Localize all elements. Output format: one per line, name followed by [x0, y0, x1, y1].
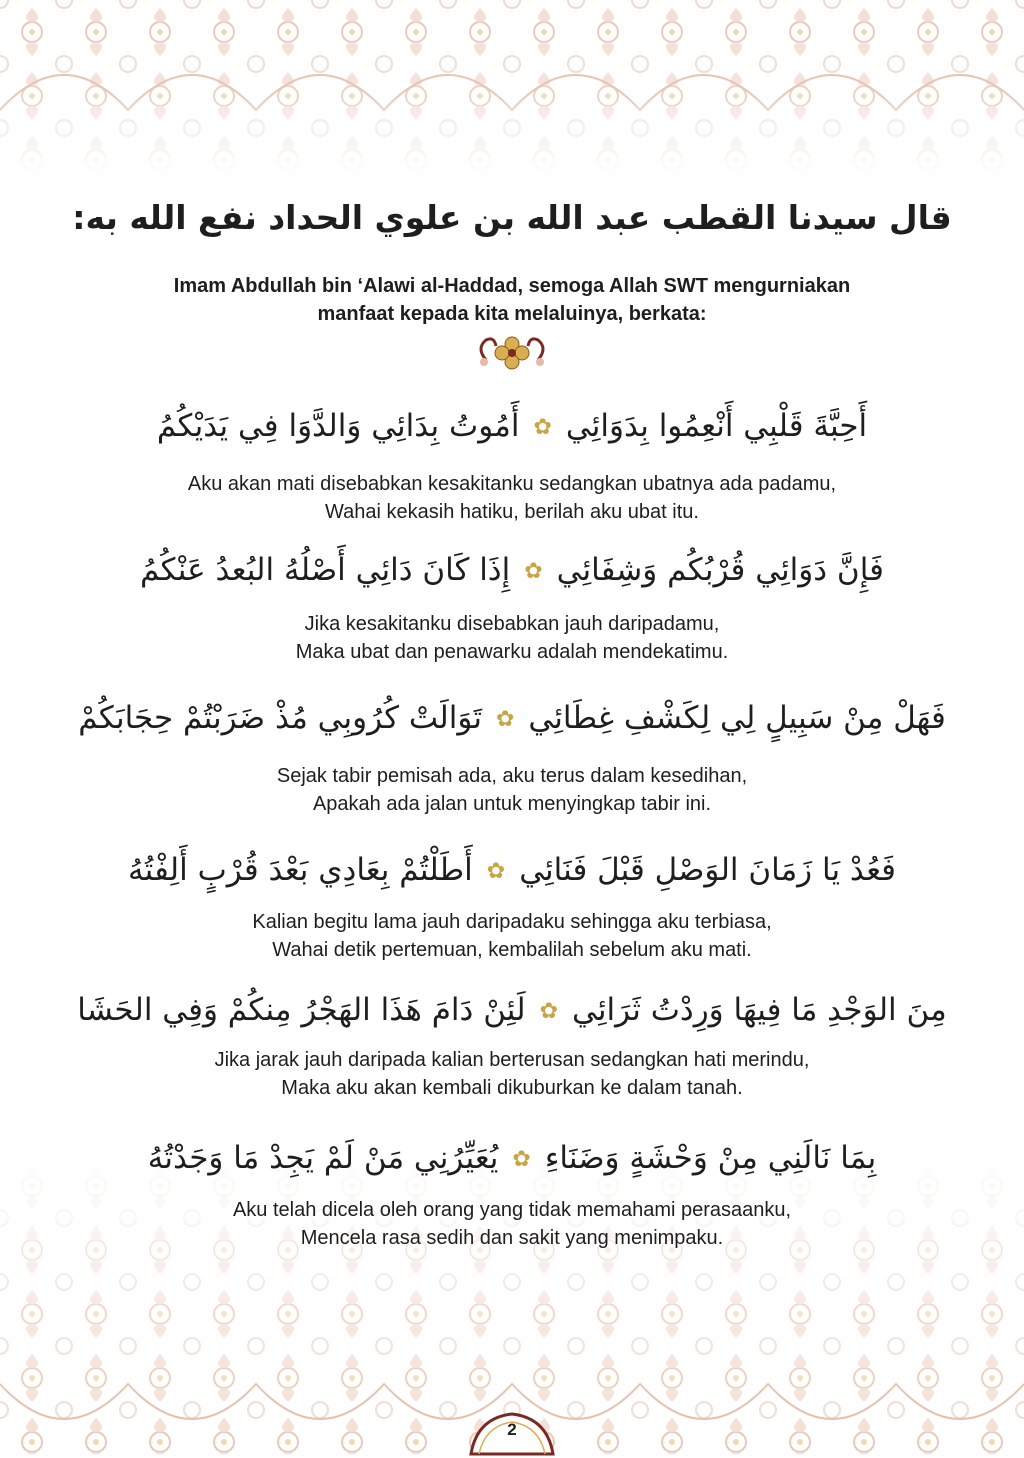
verse-2-translation-line-2: Maka ubat dan penawarku adalah mendekatimu. [295, 641, 729, 663]
verse-3-right-hemistich: تَوَالَتْ كُرُوبِي مُذْ ضَرَبْتُمْ حِجَابَكُمْ [78, 700, 482, 736]
verse-2-translation [0, 610, 1024, 666]
verse-2-translation-line-1: Jika kesakitanku disebabkan jauh daripadamu, [304, 613, 720, 635]
verse-6-translation [0, 1196, 1024, 1252]
verse-5-left-hemistich: مِنَ الوَجْدِ مَا فِيهَا وَرِدْتُ ثَرَائِي [572, 992, 947, 1028]
verse-1-translation-line-2: Wahai kekasih hatiku, berilah aku ubat itu. [325, 501, 699, 523]
flower-star-icon: ✿ [495, 707, 515, 732]
verse-1-left-hemistich: أَحِبَّةَ قَلْبِي أَنْعِمُوا بِدَوَائِي [565, 408, 868, 444]
flower-star-icon: ✿ [512, 1147, 531, 1172]
verse-3-arabic [0, 700, 1024, 736]
verse-4-translation-line-1: Kalian begitu lama jauh daripadaku sehingga aku terbiasa, [252, 911, 772, 933]
flower-star-icon: ✿ [533, 415, 552, 440]
verse-1-translation-line-1: Aku akan mati disebabkan kesakitanku sedangkan ubatnya ada padamu, [187, 473, 837, 495]
verse-3-translation [0, 762, 1024, 818]
page-number: 2 [507, 1420, 517, 1439]
verse-4-translation-line-2: Wahai detik pertemuan, kembalilah sebelum aku mati. [272, 939, 752, 961]
verse-3-translation-line-2: Apakah ada jalan untuk menyingkap tabir ini. [312, 793, 712, 815]
intro-text [0, 272, 1024, 328]
verse-3-translation-line-1: Sejak tabir pemisah ada, aku terus dalam kesedihan, [276, 765, 748, 787]
flower-star-icon: ✿ [539, 999, 559, 1024]
flower-star-icon: ✿ [524, 559, 543, 584]
arabic-heading: قال سيدنا القطب عبد الله بن علوي الحداد نفع الله به: [72, 198, 952, 237]
intro-line-2: manfaat kepada kita melaluinya, berkata: [317, 303, 707, 325]
intro-line-1: Imam Abdullah bin ‘Alawi al-Haddad, semoga Allah SWT mengurniakan [173, 275, 851, 297]
verse-2-arabic [0, 552, 1024, 588]
verse-5-translation-line-2: Maka aku akan kembali dikuburkan ke dalam tanah. [281, 1077, 743, 1099]
verse-6-arabic [0, 1140, 1024, 1176]
verse-6-right-hemistich: يُعَيِّرُنِي مَنْ لَمْ يَجِدْ مَا وَجَدْتُهُ [147, 1140, 499, 1176]
verse-5-right-hemistich: لَئِنْ دَامَ هَذَا الهَجْرُ مِنكُمْ وَفِي الحَشَا [77, 992, 526, 1028]
verse-5-arabic [0, 992, 1024, 1028]
verse-6-translation-line-2: Mencela rasa sedih dan sakit yang menimpaku. [300, 1227, 724, 1249]
flower-star-icon: ✿ [486, 859, 506, 884]
verse-6-left-hemistich: بِمَا نَالَنِي مِنْ وَحْشَةٍ وَضَنَاءِ [544, 1140, 877, 1176]
verse-4-right-hemistich: أَطَلْتُمْ بِعَادِي بَعْدَ قُرْبٍ أَلِفْتُهُ [128, 852, 473, 888]
verse-5-translation-line-1: Jika jarak jauh daripada kalian berterusan sedangkan hati merindu, [214, 1049, 810, 1071]
floral-divider-icon [472, 330, 552, 376]
verse-1-translation [0, 470, 1024, 526]
verse-2-left-hemistich: فَإِنَّ دَوَائِي قُرْبُكُم وَشِفَائِي [556, 552, 884, 588]
verse-4-left-hemistich: فَعُدْ يَا زَمَانَ الوَصْلِ قَبْلَ فَنَائِي [519, 852, 896, 888]
verse-4-arabic [0, 852, 1024, 888]
verse-4-translation [0, 908, 1024, 964]
verse-5-translation [0, 1046, 1024, 1102]
verse-1-right-hemistich: أَمُوتُ بِدَائِي وَالدَّوَا فِي يَدَيْكُمُ [156, 408, 520, 444]
verse-1-arabic [0, 408, 1024, 444]
verse-6-translation-line-1: Aku telah dicela oleh orang yang tidak memahami perasaanku, [232, 1199, 792, 1221]
verse-3-left-hemistich: فَهَلْ مِنْ سَبِيلٍ لِي لِكَشْفِ غِطَائِي [528, 700, 946, 736]
verse-2-right-hemistich: إِذَا كَانَ دَائِي أَصْلُهُ البُعدُ عَنْكُمُ [140, 552, 511, 588]
